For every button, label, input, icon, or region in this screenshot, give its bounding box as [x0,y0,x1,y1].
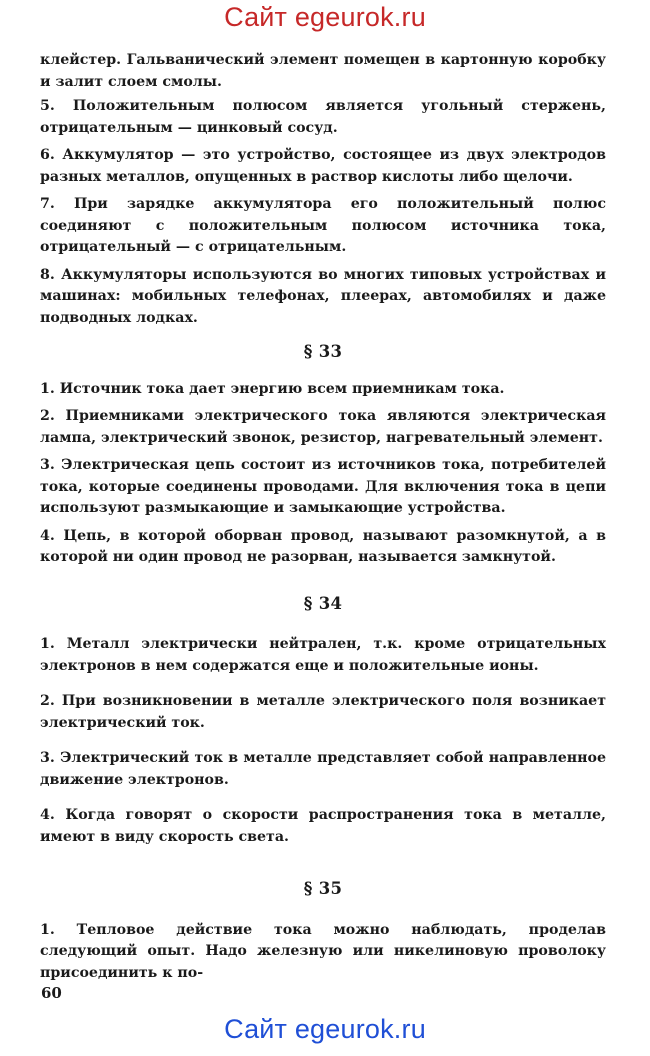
list-item [40,145,606,188]
item-text: Когда говорят о скорости распространения тока в металле, имеют в виду скорость света. [40,807,606,845]
section-heading-33: § 33 [303,342,343,361]
item-text: Приемниками электрического тока являются электрическая лампа, электрический звонок, резистор, нагревательный элемент. [40,408,606,446]
item-number: 1. [40,921,55,938]
list-item [40,194,606,259]
site-banner-top: Сайт egeurok.ru [224,2,426,32]
item-number: 8. [40,266,55,283]
item-text: Тепловое действие тока можно наблюдать, проделав следующий опыт. Надо железную или никелиновую проволоку присоединить к по- [40,921,606,981]
page-number: 60 [41,984,62,1002]
item-number: 1. [40,636,55,652]
item-number: 4. [40,527,55,544]
list-item [40,455,606,520]
item-number: 2. [40,693,55,709]
item-text: Металл электрически нейтрален, т.к. кроме отрицательных электронов в нем содержатся еще и положительные ионы. [40,636,606,674]
page-body [40,50,606,990]
list-item [40,526,606,569]
item-number: 3. [40,750,55,766]
list-item [40,265,606,330]
item-number: 1. [40,380,55,397]
list-item [40,920,606,985]
section-heading-35: § 35 [303,879,343,898]
item-text: Аккумуляторы используются во многих типовых устройствах и машинах: мобильных телефонах, плеерах, автомобилях и даже подводных лодках. [40,266,606,326]
intro-paragraph: клейстер. Гальванический элемент помещен в картонную коробку и залит слоем смолы. [40,52,606,90]
item-number: 6. [40,147,55,163]
item-number: 2. [40,408,55,424]
item-text: Электрический ток в металле представляет собой направленное движение электронов. [40,750,606,788]
item-text: Цепь, в которой оборван провод, называют разомкнутой, а в которой ни один провод не разорван, называется замкнутой. [40,527,606,565]
list-item [40,805,606,848]
list-item [40,379,606,401]
item-number: 3. [40,457,55,473]
item-number: 7. [40,196,55,212]
section-heading-34: § 34 [303,593,343,613]
item-number: 4. [40,807,55,823]
list-item [40,748,606,791]
item-text: Аккумулятор — это устройство, состоящее из двух электродов разных металлов, опущенных в раствор кислоты либо щелочи. [40,147,606,185]
item-number: 5. [40,98,55,114]
item-text: Положительным полюсом является угольный стержень, отрицательным — цинковый сосуд. [40,98,606,136]
site-banner-bottom: Сайт egeurok.ru [224,1014,426,1044]
list-item [40,96,606,139]
list-item [40,406,606,449]
item-text: Источник тока дает энергию всем приемникам тока. [59,380,505,397]
item-text: При зарядке аккумулятора его положительный полюс соединяют с положительным полюсом источника тока, отрицательный — с отрицательным. [40,196,606,255]
item-text: При возникновении в металле электрического поля возникает электрический ток. [40,693,606,731]
list-item [40,691,606,734]
list-item [40,634,606,677]
item-text: Электрическая цепь состоит из источников тока, потребителей тока, которые соединены проводами. Для включения тока в цепи используют размыкающие и замыкающие устройства. [40,457,606,516]
